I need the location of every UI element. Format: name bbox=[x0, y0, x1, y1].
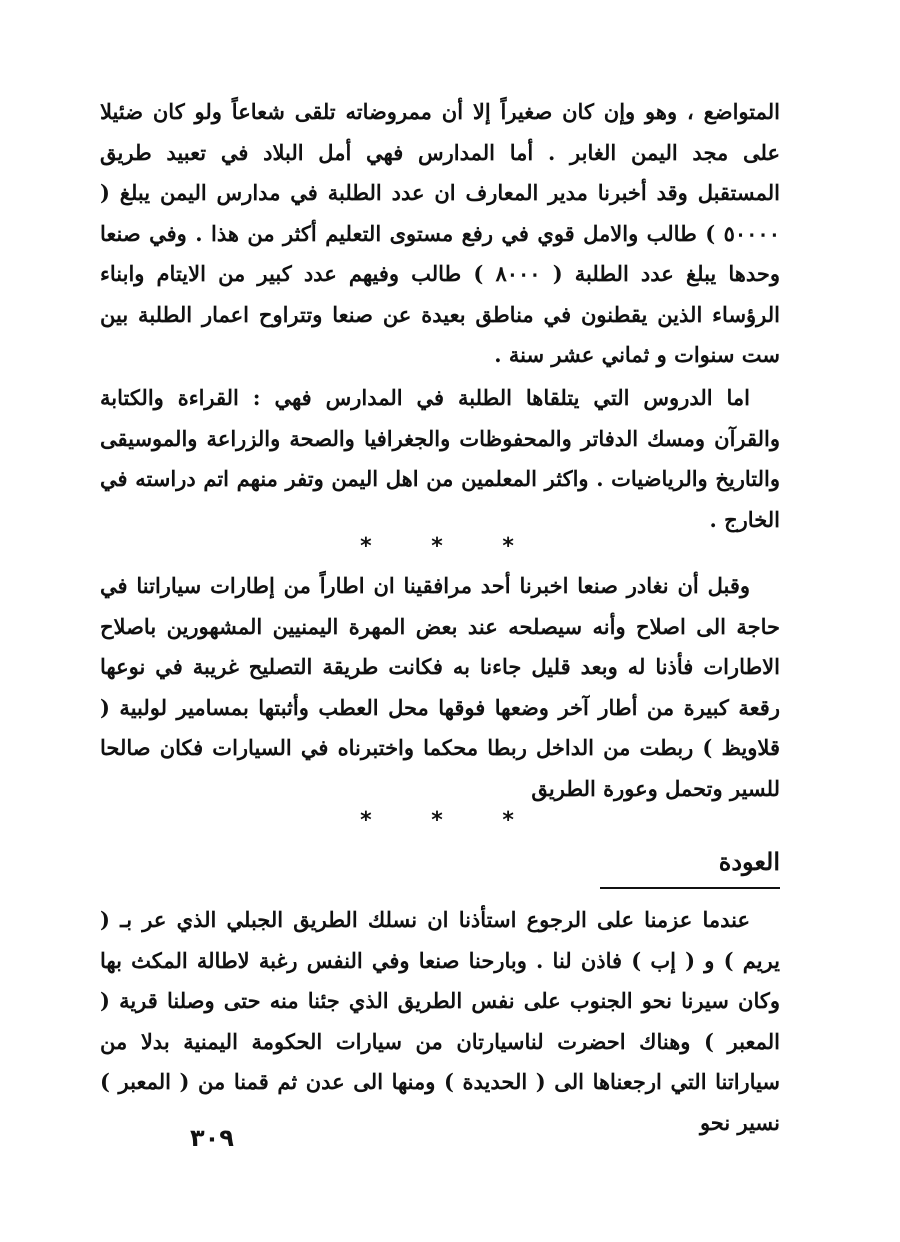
text-block-1 bbox=[100, 92, 780, 376]
text-block-2 bbox=[100, 378, 780, 540]
paragraph-tire-repair: وقبل أن نغادر صنعا اخبرنا أحد مرافقينا ان اطاراً من إطارات سياراتنا في حاجة الى اصلاح وأنه سيصلحه عند بعض المهرة اليمنيين المشهورين باصلاح الاطارات فأذنا له وبعد قليل جاءنا به فكانت طريقة التصليح غريبة في نوعها رقعة كبيرة من أطار آخر وضعها فوقها محل العطب وأثبتها بمسامير لولبية ( قلاويظ ) ربطت من الداخل ربطا محكما واختبرناه في السيارات فكان صالحا للسير وتحمل وعورة الطريق bbox=[100, 573, 780, 801]
paragraph-schools: المتواضع ، وهو وإن كان صغيراً إلا أن ممروضاته تلقى شعاعاً ولو كان ضئيلا على مجد اليمن الغابر . أما المدارس فهي أمل البلاد في تعبيد طريق المستقبل وقد أخبرنا مدير المعارف ان عدد الطلبة في مدارس اليمن يبلغ ( ٥٠٠٠٠ ) طالب والامل قوي في رفع مستوى التعليم أكثر من هذا . وفي صنعا وحدها يبلغ عدد الطلبة ( ٨٠٠٠ ) طالب وفيهم عدد كبير من الايتام وابناء الرؤساء الذين يقطنون في مناطق بعيدة عن صنعا وتتراوح اعمار الطلبة بين ست سنوات و ثماني عشر سنة . bbox=[100, 99, 780, 367]
text-block-4 bbox=[100, 900, 780, 1143]
heading-underline bbox=[600, 887, 780, 889]
section-heading-wrap bbox=[600, 845, 780, 889]
text-block-3 bbox=[100, 566, 780, 809]
paragraph-return-journey: عندما عزمنا على الرجوع استأذنا ان نسلك الطريق الجبلي الذي عر بـ ( يريم ) و ( إب ) فاذن لنا . وبارحنا صنعا وفي النفس رغبة لاطالة المكث بها وكان سيرنا نحو الجنوب على نفس الطريق الذي جئنا منه حتى وصلنا قرية ( المعبر ) وهناك احضرت لناسيارتان من سيارات الحكومة اليمنية بدلا من سياراتنا التي ارجعناها الى ( الحديدة ) ومنها الى عدن ثم قمنا من ( المعبر ) نسير نحو bbox=[100, 907, 780, 1135]
section-separator-1: * * * bbox=[360, 534, 540, 559]
paragraph-lessons: اما الدروس التي يتلقاها الطلبة في المدارس فهي : القراءة والكتابة والقرآن ومسك الدفاتر والمحفوظات والجغرافيا والصحة والزراعة والموسيقى والتاريخ والرياضيات . واكثر المعلمين من اهل اليمن وتفر منهم اتم دراسته في الخارج . bbox=[100, 385, 780, 532]
page-number: ٣٠٩ bbox=[190, 1124, 234, 1152]
section-separator-2: * * * bbox=[360, 808, 540, 833]
section-heading: العودة bbox=[718, 847, 780, 876]
